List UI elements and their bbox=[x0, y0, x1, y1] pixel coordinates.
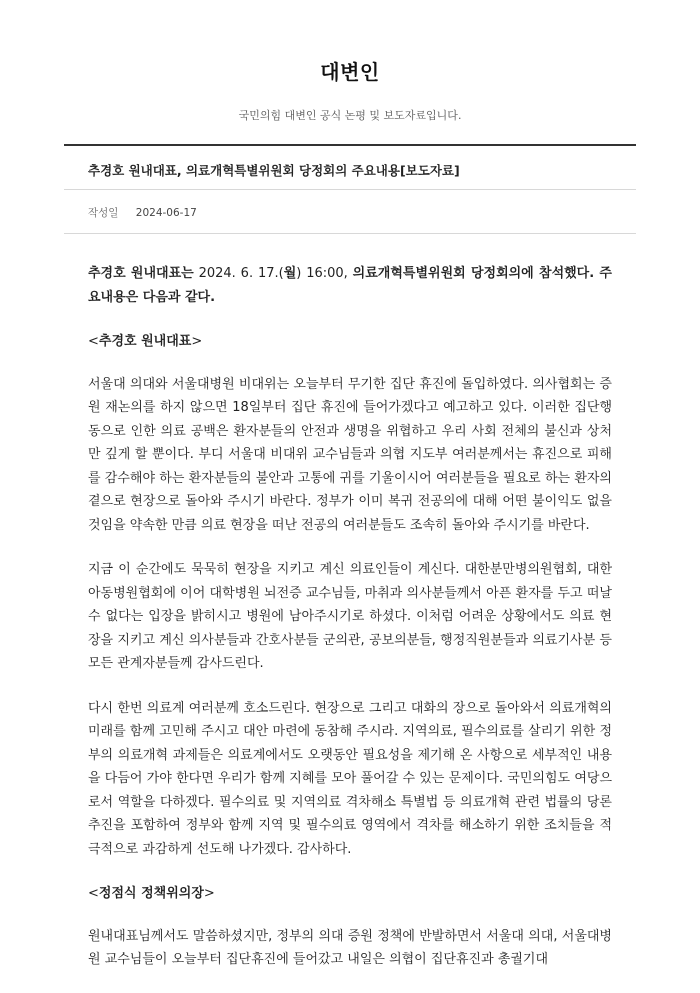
post-meta bbox=[88, 205, 197, 220]
intro-date-part: 2024. 6. 17.( bbox=[193, 266, 284, 281]
section-heading-floor-leader: <추경호 원내대표> bbox=[88, 334, 203, 349]
meta-date-label: 작성일 bbox=[88, 207, 119, 219]
intro-paragraph bbox=[88, 262, 612, 309]
body-paragraph: 원내대표님께서도 말씀하셨지만, 정부의 의대 증원 정책에 반발하면서 서울대 의대, 서울대병원 교수님들이 오늘부터 집단휴진에 들어갔고 내일은 의협이 집단휴진과 총궐기대 bbox=[88, 928, 612, 967]
site-description: 국민의힘 대변인 공식 논평 및 보도자료입니다. bbox=[238, 109, 462, 122]
intro-bold-event: 의료개혁특별위원회 당정회의에 참석했다. 주요내용은 다음과 같다. bbox=[88, 266, 612, 305]
site-header bbox=[0, 0, 700, 123]
body-paragraph: 지금 이 순간에도 묵묵히 현장을 지키고 계신 의료인들이 계신다. 대한분만병의원협회, 대한아동병원협회에 이어 대학병원 뇌전증 교수님들, 마취과 의사분들께서 아픈 환자를 두고 떠날 수 없다는 입장을 밝히시고 병원에 남아주시기로 하셨다. 이처럼 어려운 상황에서도 의료 현장을 지키고 계신 의사분들과 간호사분들 군의관, 공보의분들, 행정직원분들과 의료기사분 등 모든 관계자분들께 감사드린다. bbox=[88, 562, 613, 671]
intro-weekday: 월 bbox=[283, 266, 297, 281]
site-title[interactable]: 대변인 bbox=[320, 60, 380, 84]
meta-divider bbox=[64, 233, 636, 234]
meta-date-value: 2024-06-17 bbox=[135, 207, 197, 219]
intro-time-part: ) 16:00, bbox=[296, 266, 353, 281]
header-divider bbox=[64, 144, 636, 146]
article-body bbox=[88, 262, 612, 993]
title-divider bbox=[64, 189, 636, 190]
post-title: 추경호 원내대표, 의료개혁특별위원회 당정회의 주요내용[보도자료] bbox=[88, 163, 460, 178]
body-paragraph: 서울대 의대와 서울대병원 비대위는 오늘부터 무기한 집단 휴진에 돌입하였다. 의사협회는 증원 재논의를 하지 않으면 18일부터 집단 휴진에 들어가겠다고 예고하고 있다. 이러한 집단행동으로 인한 의료 공백은 환자분들의 안전과 생명을 위협하고 우리 사회 전체의 불신과 상처만 깊게 할 뿐이다. 부디 서울대 비대위 교수님들과 의협 지도부 여러분께서는 휴진으로 피해를 감수해야 하는 환자분들의 불안과 고통에 귀를 기울이시어 여러분들을 필요로 하는 환자의 곁으로 현장으로 돌아와 주시기 바란다. 정부가 이미 복귀 전공의에 대해 어떤 불이익도 없을 것임을 약속한 만큼 의료 현장을 떠난 전공의 여러분들도 조속히 돌아와 주시기를 바란다. bbox=[88, 376, 612, 533]
intro-bold-speaker: 추경호 원내대표는 bbox=[88, 266, 194, 281]
body-paragraph: 다시 한번 의료계 여러분께 호소드린다. 현장으로 그리고 대화의 장으로 돌아와서 의료개혁의 미래를 함께 고민해 주시고 대안 마련에 동참해 주시라. 지역의료, 필수의료를 살리기 위한 정부의 의료개혁 과제들은 의료계에서도 오랫동안 필요성을 제기해 온 사항으로 세부적인 내용을 다듬어 가야 한다면 우리가 함께 지혜를 모아 풀어갈 수 있는 문제이다. 국민의힘도 여당으로서 역할을 다하겠다. 필수의료 및 지역의료 격차해소 특별법 등 의료개혁 관련 법률의 당론 추진을 포함하여 정부와 함께 지역 및 필수의료 영역에서 격차를 해소하기 위한 조치들을 적극적으로 과감하게 선도해 나가겠다. 감사하다. bbox=[88, 700, 612, 857]
section-heading-policy-chief: <정점식 정책위의장> bbox=[88, 886, 215, 901]
